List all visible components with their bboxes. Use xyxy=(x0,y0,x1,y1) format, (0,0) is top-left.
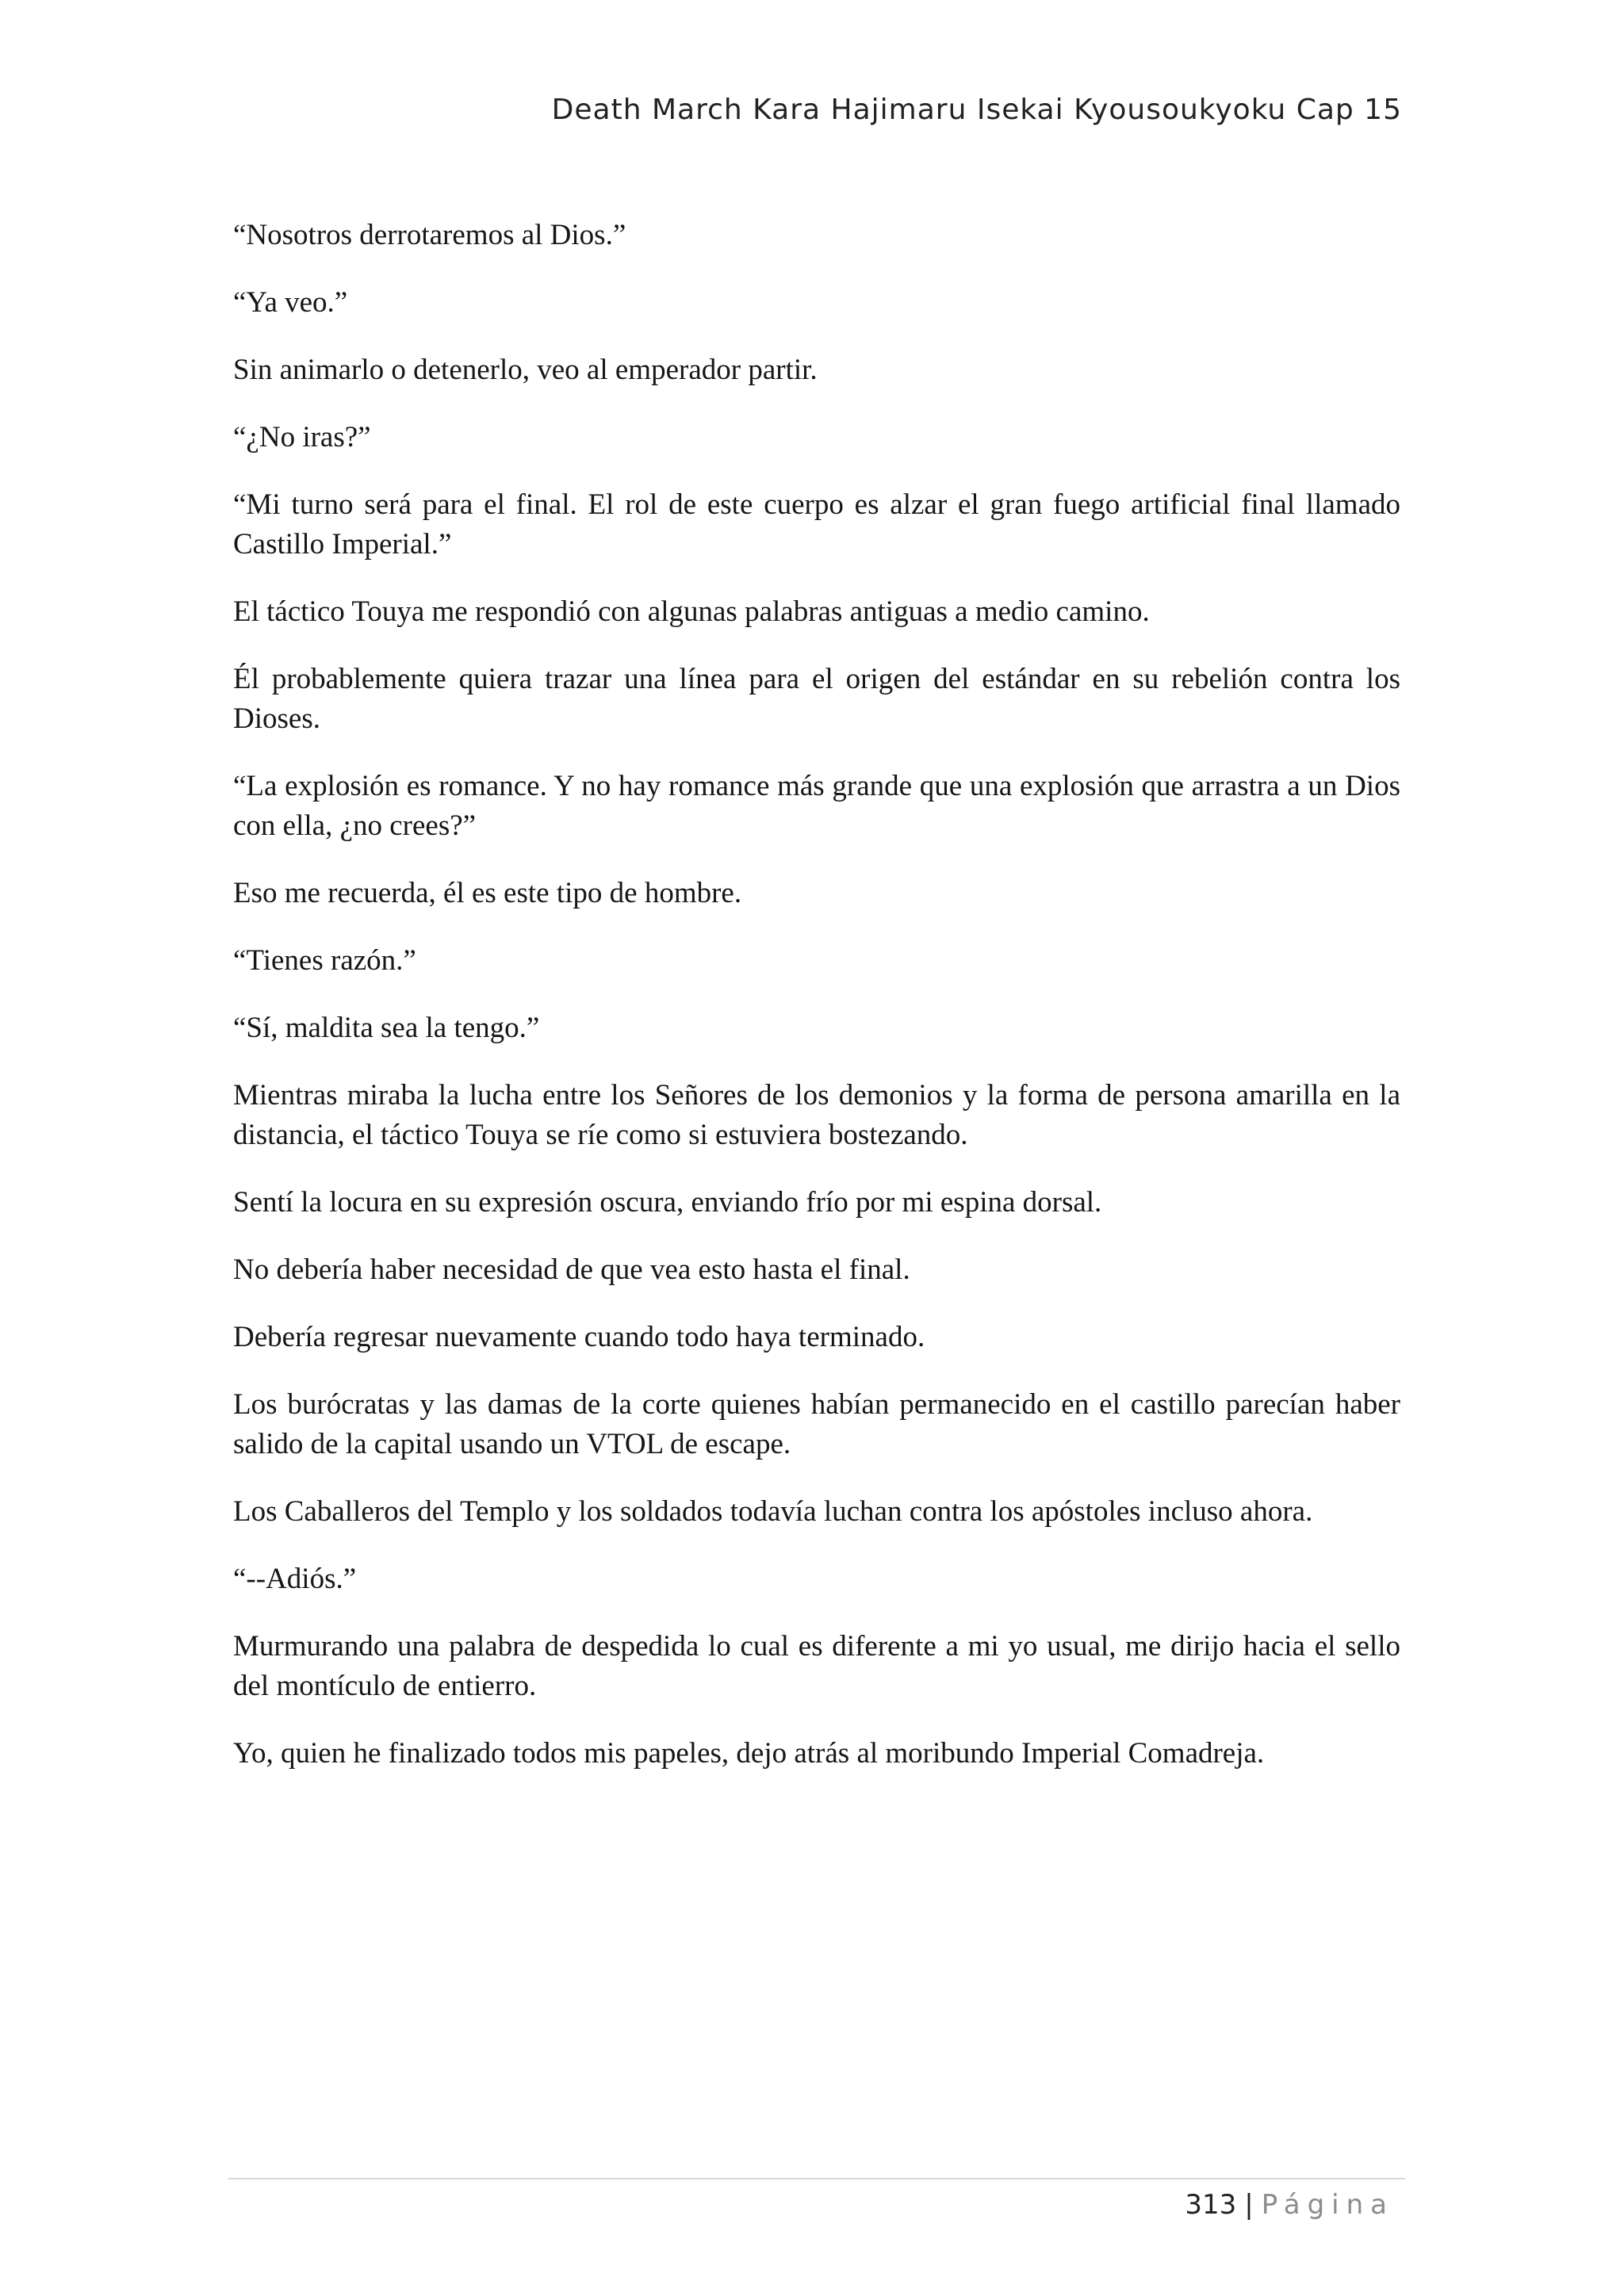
paragraph: El táctico Touya me respondió con algunas palabras antiguas a medio camino. xyxy=(233,595,1150,628)
paragraph: Él probablemente quiera trazar una línea para el origen del estándar en su rebelión contra los Dioses. xyxy=(233,663,1400,735)
footer-divider xyxy=(228,2178,1405,2179)
page-footer xyxy=(1185,2189,1394,2221)
paragraph: Murmurando una palabra de despedida lo cual es diferente a mi yo usual, me dirijo hacia el sello del montículo de entierro. xyxy=(233,1630,1400,1702)
paragraph: Mientras miraba la lucha entre los Señores de los demonios y la forma de persona amarilla en la distancia, el táctico Touya se ríe como si estuviera bostezando. xyxy=(233,1079,1400,1151)
paragraph: Sentí la locura en su expresión oscura, enviando frío por mi espina dorsal. xyxy=(233,1186,1102,1219)
paragraph: “Tienes razón.” xyxy=(233,944,416,977)
paragraph: “Nosotros derrotaremos al Dios.” xyxy=(233,219,626,251)
page-number: 313 xyxy=(1185,2189,1237,2221)
footer-separator: | xyxy=(1244,2189,1254,2221)
paragraph: Debería regresar nuevamente cuando todo haya terminado. xyxy=(233,1321,925,1353)
paragraph: “Ya veo.” xyxy=(233,286,348,319)
running-header: Death March Kara Hajimaru Isekai Kyousoukyoku Cap 15 xyxy=(551,94,1402,126)
paragraph: “Sí, maldita sea la tengo.” xyxy=(233,1012,540,1044)
paragraph: Sin animarlo o detenerlo, veo al emperador partir. xyxy=(233,354,818,386)
paragraph: “¿No iras?” xyxy=(233,421,371,453)
paragraph: Eso me recuerda, él es este tipo de hombre. xyxy=(233,877,742,909)
paragraph: “--Adiós.” xyxy=(233,1563,357,1595)
paragraph: Los Caballeros del Templo y los soldados todavía luchan contra los apóstoles incluso ahora. xyxy=(233,1495,1313,1528)
paragraph: Los burócratas y las damas de la corte quienes habían permanecido en el castillo parecían haber salido de la capital usando un VTOL de escape. xyxy=(233,1388,1400,1460)
page-body xyxy=(233,216,1400,1801)
page-label: Página xyxy=(1261,2189,1394,2221)
paragraph: “Mi turno será para el final. El rol de este cuerpo es alzar el gran fuego artificial final llamado Castillo Imperial.” xyxy=(233,488,1400,561)
paragraph: No debería haber necesidad de que vea esto hasta el final. xyxy=(233,1253,910,1286)
paragraph: Yo, quien he finalizado todos mis papeles, dejo atrás al moribundo Imperial Comadreja. xyxy=(233,1737,1265,1770)
paragraph: “La explosión es romance. Y no hay romance más grande que una explosión que arrastra a un Dios con ella, ¿no crees?” xyxy=(233,770,1400,842)
